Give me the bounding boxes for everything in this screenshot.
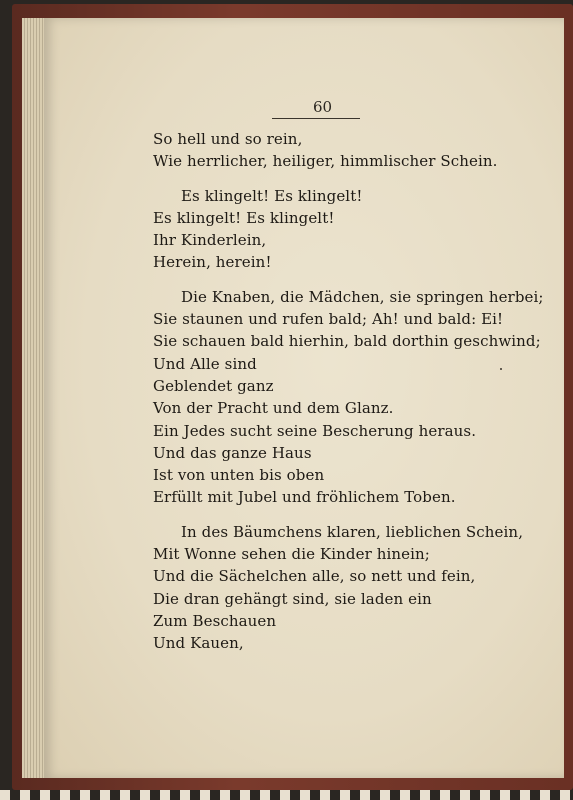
page-number: 60 xyxy=(313,98,333,116)
poem-line: So hell und so rein, xyxy=(153,130,303,148)
poem-line: Ist von unten bis oben xyxy=(153,466,325,485)
header-rule xyxy=(272,118,360,119)
poem-line: Es klingelt! Es klingelt! xyxy=(181,186,363,205)
poem-text xyxy=(153,128,544,667)
poem-line: Wie herrlicher, heiliger, himmlischer Schein. xyxy=(153,152,498,171)
stanza-3 xyxy=(153,286,544,509)
poem-line: Und Alle sind xyxy=(153,354,257,373)
poem-line: Mit Wonne sehen die Kinder hinein; xyxy=(153,545,430,564)
poem-line: Ein Jedes sucht seine Bescherung heraus. xyxy=(153,421,477,440)
poem-line: Es klingelt! Es klingelt! xyxy=(153,208,335,227)
stanza-1 xyxy=(153,128,523,173)
poem-line: Erfüllt mit Jubel und fröhlichem Toben. xyxy=(153,488,456,507)
poem-line: Sie schauen bald hierhin, bald dorthin geschwind; xyxy=(153,332,541,351)
poem-line: Die dran gehängt sind, sie laden ein xyxy=(153,589,432,608)
poem-line: Sie staunen und rufen bald; Ah! und bald: Ei! xyxy=(153,310,504,329)
stanza-2 xyxy=(153,185,523,274)
stanza-4 xyxy=(153,521,523,655)
poem-line: Die Knaben, die Mädchen, sie springen herbei; xyxy=(181,287,544,306)
ink-speck xyxy=(500,368,502,370)
poem-line: Und die Sächelchen alle, so nett und fein, xyxy=(153,567,476,586)
poem-line: Zum Beschauen xyxy=(153,611,277,630)
poem-line: Herein, herein! xyxy=(153,253,272,272)
poem-line: Geblendet ganz xyxy=(153,376,274,395)
poem-line: Von der Pracht und dem Glanz. xyxy=(153,399,394,418)
scale-ruler xyxy=(0,790,573,800)
poem-line: Ihr Kinderlein, xyxy=(153,231,267,250)
poem-line: Und das ganze Haus xyxy=(153,443,312,462)
poem-line: In des Bäumchens klaren, lieblichen Schein, xyxy=(181,522,524,541)
poem-line: Und Kauen, xyxy=(153,634,244,653)
